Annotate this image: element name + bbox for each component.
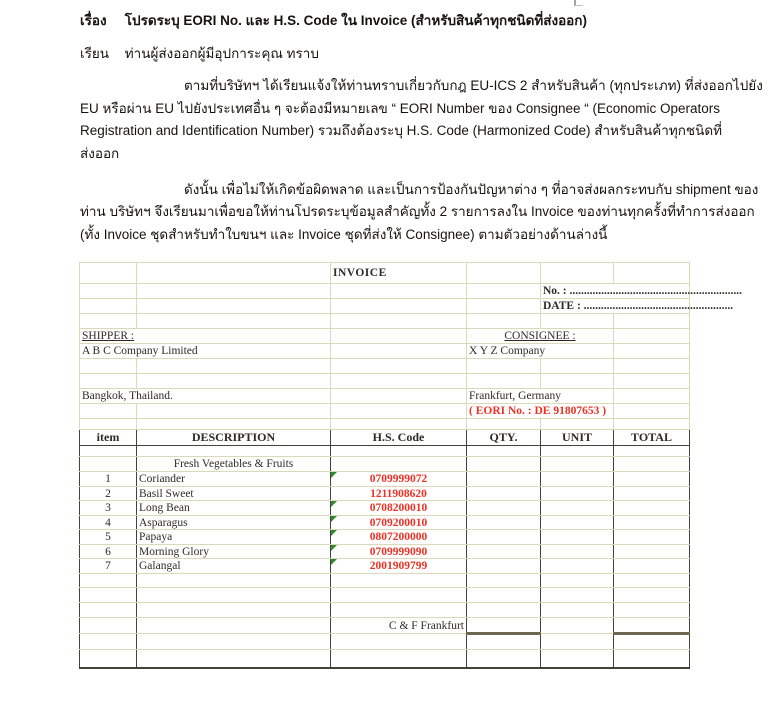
- item-row: [80, 472, 690, 487]
- shipper-name: A B C Company Limited: [80, 344, 331, 359]
- terms-row: [80, 618, 690, 634]
- item-row: [80, 487, 690, 501]
- cell-flag-icon: [331, 545, 337, 551]
- col-header-item: item: [80, 430, 137, 446]
- item-row: [80, 545, 690, 559]
- item-row: [80, 559, 690, 574]
- letter-body: [80, 10, 763, 246]
- cell-flag-icon: [331, 530, 337, 536]
- paragraph2-line2: ท่าน บริษัทฯ จึงเรียนมาเพื่อขอให้ท่านโปรดระบุข้อมูลสำคัญทั้ง 2 รายการลงใน Invoice ของท่านทุกครั้งที่ทำการส่งออก: [80, 204, 755, 220]
- item-hs-code: 0807200000: [369, 531, 428, 543]
- consignee-eori-note: ( EORI No. : DE 91807653 ): [467, 404, 614, 419]
- grand-total-cell: [614, 618, 690, 634]
- to-line: [80, 43, 696, 66]
- subject-label: เรื่อง: [80, 13, 107, 28]
- consignee-label: CONSIGNEE :: [504, 330, 576, 342]
- item-hs-code: 0709999090: [369, 545, 428, 558]
- item-description: Long Bean: [137, 501, 331, 516]
- paragraph1-line3: Registration and Identification Number) รวมถึงต้องระบุ H.S. Code (Harmonized Code) สำหรับสินค้าทุกชนิดที่: [80, 123, 722, 139]
- col-header-description: DESCRIPTION: [137, 430, 331, 446]
- item-description: Basil Sweet: [137, 487, 331, 501]
- terms-label: C & F Frankfurt: [331, 618, 467, 634]
- party-labels-row: [80, 329, 690, 344]
- paragraph1-line1: ตามที่บริษัทฯ ได้เรียนแจ้งให้ท่านทราบเกี่ยวกับกฎ EU-ICS 2 สำหรับสินค้า (ทุกประเภท) ที่ส่งออกไปยัง: [184, 78, 763, 94]
- eori-row: [80, 404, 690, 419]
- party-cities-row: [80, 389, 690, 404]
- invoice-title-row: [80, 263, 690, 284]
- item-no: 2: [80, 487, 137, 501]
- cell-flag-icon: [331, 559, 337, 565]
- item-no: 3: [80, 501, 137, 516]
- cell-flag-icon: [331, 472, 337, 478]
- item-row: [80, 530, 690, 545]
- category-label: Fresh Vegetables & Fruits: [137, 457, 331, 472]
- col-header-total: TOTAL: [614, 430, 690, 446]
- clipped-character-artifact: [574, 0, 583, 6]
- category-row: [80, 457, 690, 472]
- item-description: Asparagus: [137, 516, 331, 530]
- item-no: 7: [80, 559, 137, 574]
- shipper-city: Bangkok, Thailand.: [80, 389, 331, 404]
- cell-flag-icon: [331, 501, 337, 507]
- item-hs-code: 0709999072: [369, 473, 428, 485]
- item-no: 1: [80, 472, 137, 487]
- invoice-date-line: DATE : ....................................................: [541, 299, 690, 314]
- item-hs-code: 1211908620: [370, 487, 427, 500]
- invoice-date-row: [80, 299, 690, 314]
- invoice-no-row: [80, 284, 690, 299]
- paragraph2-line3: (ทั้ง Invoice ชุดสำหรับทำใบขนฯ และ Invoice ชุดที่ส่งให้ Consignee) ตามตัวอย่างด้านล่างนี้: [80, 226, 608, 242]
- item-no: 4: [80, 516, 137, 530]
- item-description: Morning Glory: [137, 545, 331, 559]
- item-hs-code: 2001909799: [369, 560, 428, 572]
- cell-flag-icon: [331, 516, 337, 522]
- shipper-label: SHIPPER :: [82, 330, 135, 342]
- to-text: ท่านผู้ส่งออกผู้มีอุปการะคุณ ทราบ: [124, 45, 319, 61]
- party-names-row: [80, 344, 690, 359]
- qty-total-cell: [467, 618, 541, 634]
- item-row: [80, 501, 690, 516]
- col-header-qty: QTY.: [467, 430, 541, 446]
- item-description: Papaya: [137, 530, 331, 545]
- item-hs-code: 0709200010: [369, 516, 428, 529]
- consignee-name: X Y Z Company: [467, 344, 614, 359]
- paragraph2-line1: ดังนั้น เพื่อไม่ให้เกิดข้อผิดพลาด และเป็นการป้องกันปัญหาต่าง ๆ ที่อาจส่งผลกระทบกับ shipment ของ: [184, 181, 759, 197]
- paragraph1-line4: ส่งออก: [80, 145, 120, 161]
- consignee-city: Frankfurt, Germany: [467, 389, 614, 404]
- item-no: 6: [80, 545, 137, 559]
- item-no: 5: [80, 530, 137, 545]
- subject-line: [80, 10, 696, 33]
- item-row: [80, 516, 690, 530]
- table-header-row: [80, 430, 690, 446]
- paragraph1-line2: EU หรือผ่าน EU ไปยังประเทศอื่น ๆ จะต้องมีหมายเลข “ EORI Number ของ Consignee “ (Economic Operators: [80, 100, 721, 116]
- invoice-title: INVOICE: [331, 263, 467, 284]
- item-description: Coriander: [137, 472, 331, 487]
- item-hs-code: 0708200010: [369, 502, 428, 514]
- invoice-sample-table: [79, 262, 743, 669]
- col-header-unit: UNIT: [541, 430, 614, 446]
- invoice-no-line: No. : ............................................................: [541, 284, 690, 299]
- item-description: Galangal: [137, 559, 331, 574]
- col-header-hs-code: H.S. Code: [331, 430, 467, 446]
- subject-text: โปรดระบุ EORI No. และ H.S. Code ใน Invoice (สำหรับสินค้าทุกชนิดที่ส่งออก): [124, 13, 587, 28]
- to-label: เรียน: [80, 45, 110, 61]
